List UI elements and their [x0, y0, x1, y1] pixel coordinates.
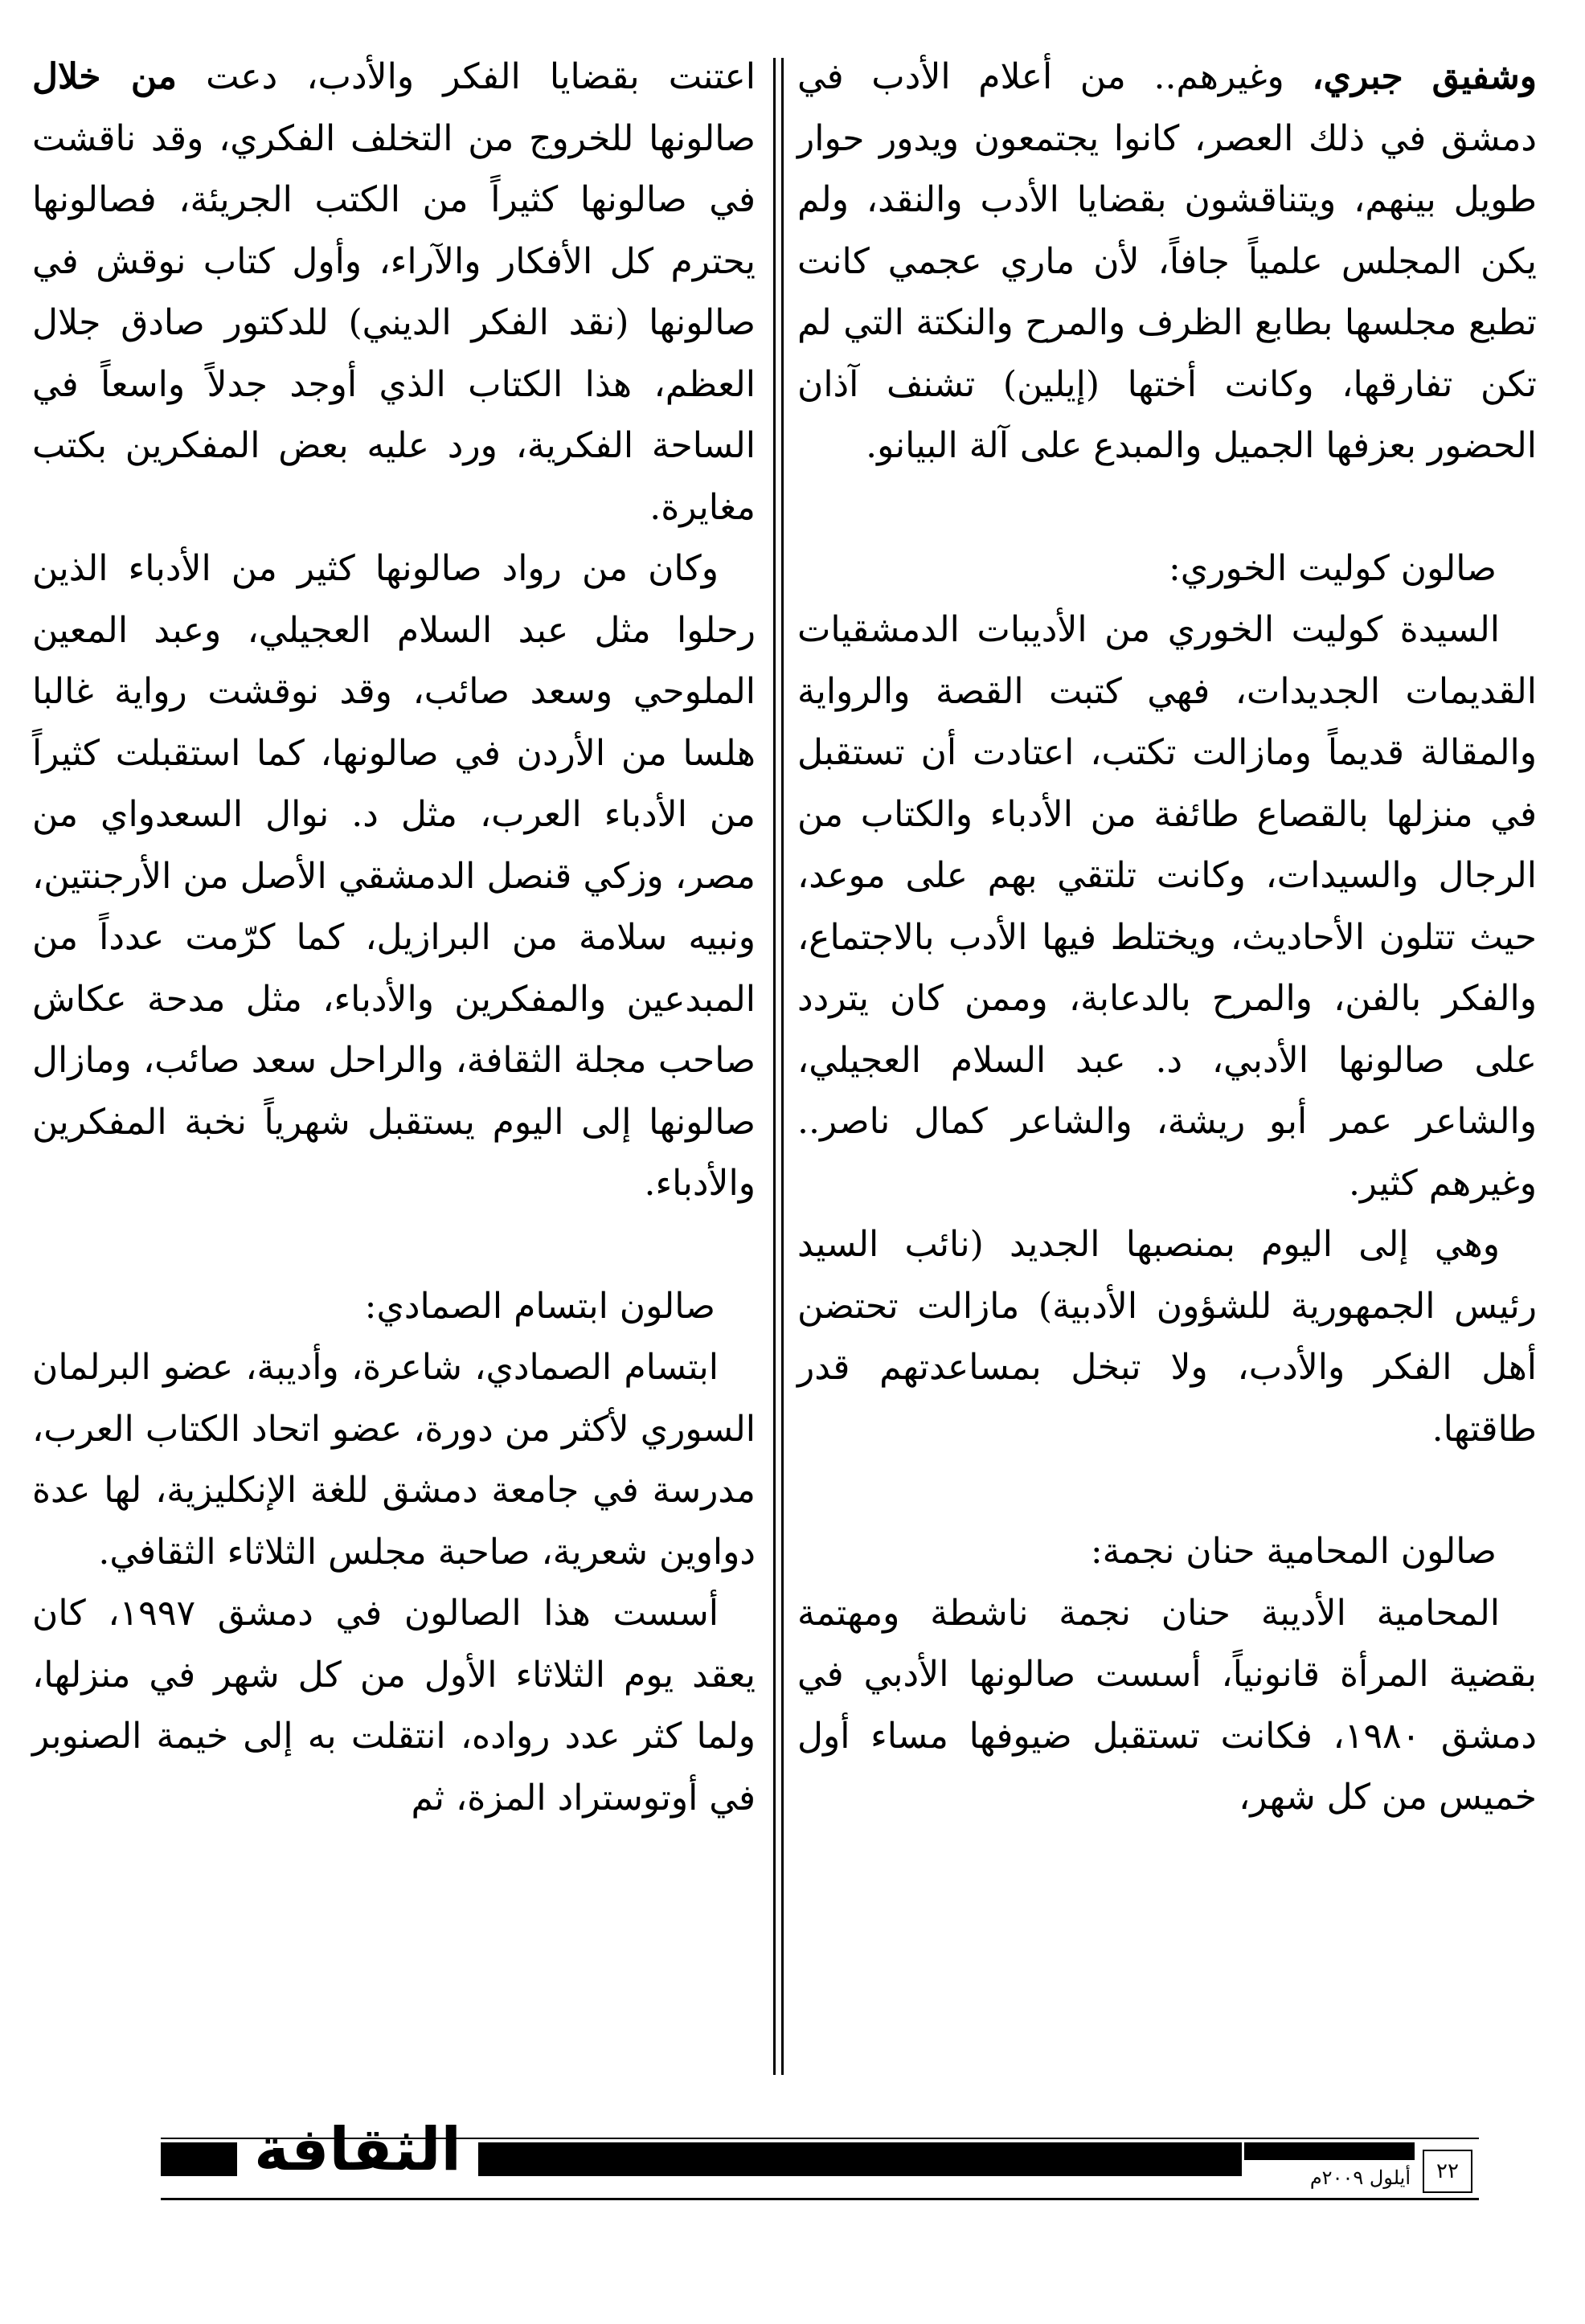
samadi-paragraph-2: أسست هذا الصالون في دمشق ١٩٩٧، كان يعقد يوم الثلاثاء الأول من كل شهر في منزلها، ولما كثر عدد رواده، انتقلت به إلى خيمة الصنوبر في أوتوستراد المزة، ثم — [32, 1593, 756, 1819]
footer-center-bar — [478, 2142, 1242, 2176]
intro-paragraph — [797, 47, 1537, 477]
najmeh-continued-paragraph — [32, 47, 756, 538]
najmeh-paragraph-1: المحامية الأديبة حنان نجمة ناشطة ومهتمة بقضية المرأة قانونياً، أسست صالونها الأدبي في دمشق ١٩٨٠، فكانت تستقبل ضيوفها مساء أول خميس من كل شهر، — [797, 1592, 1537, 1818]
continued-text-a: اعتنت بقضايا الفكر والأدب، دعت — [176, 56, 756, 97]
issue-date: أيلول ٢٠٠٩م — [1309, 2166, 1411, 2189]
samadi-paragraph-1: ابتسام الصمادي، شاعرة، وأديبة، عضو البرلمان السوري لأكثر من دورة، عضو اتحاد الكتاب العرب، مدرسة في جامعة دمشق للغة الإنكليزية، لها عدة دواوين شعرية، صاحبة مجلس الثلاثاء الثقافي. — [32, 1347, 756, 1573]
footer-left-bar — [161, 2142, 237, 2176]
intro-text: وغيرهم.. من أعلام الأدب في دمشق في ذلك العصر، كانوا يجتمعون ويدور حوار طويل بينهم، ويتناقشون بقضايا الأدب والنقد، ولم يكن المجلس علمياً جافاً، لأن ماري عجمي كانت تطبع مجلسها بطابع الظرف والمرح والنكتة التي لم تكن تفارقها، وكانت أختها (إيلين) تشنف آذان الحضور بعزفها الجميل والمبدع على آلة البيانو. — [797, 56, 1537, 466]
section-heading-ibtisam-samadi: صالون ابتسام الصمادي: — [364, 1285, 715, 1327]
najmeh-visitors-paragraph: وكان من رواد صالونها كثير من الأدباء الذين رحلوا مثل عبد السلام العجيلي، وعبد المعين الملوحي وسعد صائب، وقد نوقشت رواية غالبا هلسا من الأردن في صالونها، كما استقبلت كثيراً من الأدباء العرب، مثل د. نوال السعدواي من مصر، وزكي قنصل الدمشقي الأصل من الأرجنتين، ونبيه سلامة من البرازيل، كما كرّمت عدداً من المبدعين والمفكرين والأدباء، مثل مدحة عكاش صاحب مجلة الثقافة، والراحل سعد صائب، ومازال صالونها إلى اليوم يستقبل شهرياً نخبة المفكرين والأدباء. — [32, 548, 756, 1204]
section-heading-colette-khoury: صالون كوليت الخوري: — [1168, 547, 1497, 589]
page-number: ٢٢ — [1423, 2150, 1472, 2193]
footer-right-bar — [1244, 2142, 1415, 2160]
continued-text-b: صالونها للخروج من التخلف الفكري، وقد ناقشت في صالونها كثيراً من الكتب الجريئة، فصالونها يحترم كل الأفكار والآراء، وأول كتاب نوقش في صالونها (نقد الفكر الديني) للدكتور صادق جلال العظم، هذا الكتاب الذي أوجد جدلاً واسعاً في الساحة الفكرية، ورد عليه بعض المفكرين بكتب مغايرة. — [32, 117, 756, 528]
intro-bold-name: وشفيق جبري، — [1312, 56, 1537, 97]
khoury-paragraph-1: السيدة كوليت الخوري من الأديبات الدمشقيات القديمات الجديدات، فهي كتبت القصة والرواية والمقالة قديماً ومازالت تكتب، اعتادت أن تستقبل في منزلها بالقصاع طائفة من الأدباء والكتاب من الرجال والسيدات، وكانت تلتقي بهم على موعد، حيث تتلون الأحاديث، ويختلط فيها الأدب بالاجتماع، والفكر بالفن، والمرح بالدعابة، وممن كان يتردد على صالونها الأدبي، د. عبد السلام العجيلي، والشاعر عمر أبو ريشة، والشاعر كمال ناصر.. وغيرهم كثير. — [797, 609, 1537, 1204]
column-divider-rule — [773, 58, 776, 2075]
right-column — [797, 47, 1537, 1829]
section-heading-hanan-najmeh: صالون المحامية حنان نجمة: — [1090, 1531, 1497, 1572]
left-column — [32, 47, 756, 1829]
khoury-paragraph-2: وهي إلى اليوم بمنصبها الجديد (نائب السيد رئيس الجمهورية للشؤون الأدبية) مازالت تحتضن أهل الفكر والأدب، ولا تبخل بمساعدتهم قدر طاقتها. — [797, 1224, 1537, 1450]
column-divider-rule-inner — [781, 58, 784, 2075]
continued-bold: من خلال — [32, 56, 177, 97]
footer-bottom-rule — [161, 2198, 1479, 2200]
magazine-logo: الثقافة — [254, 2115, 461, 2184]
